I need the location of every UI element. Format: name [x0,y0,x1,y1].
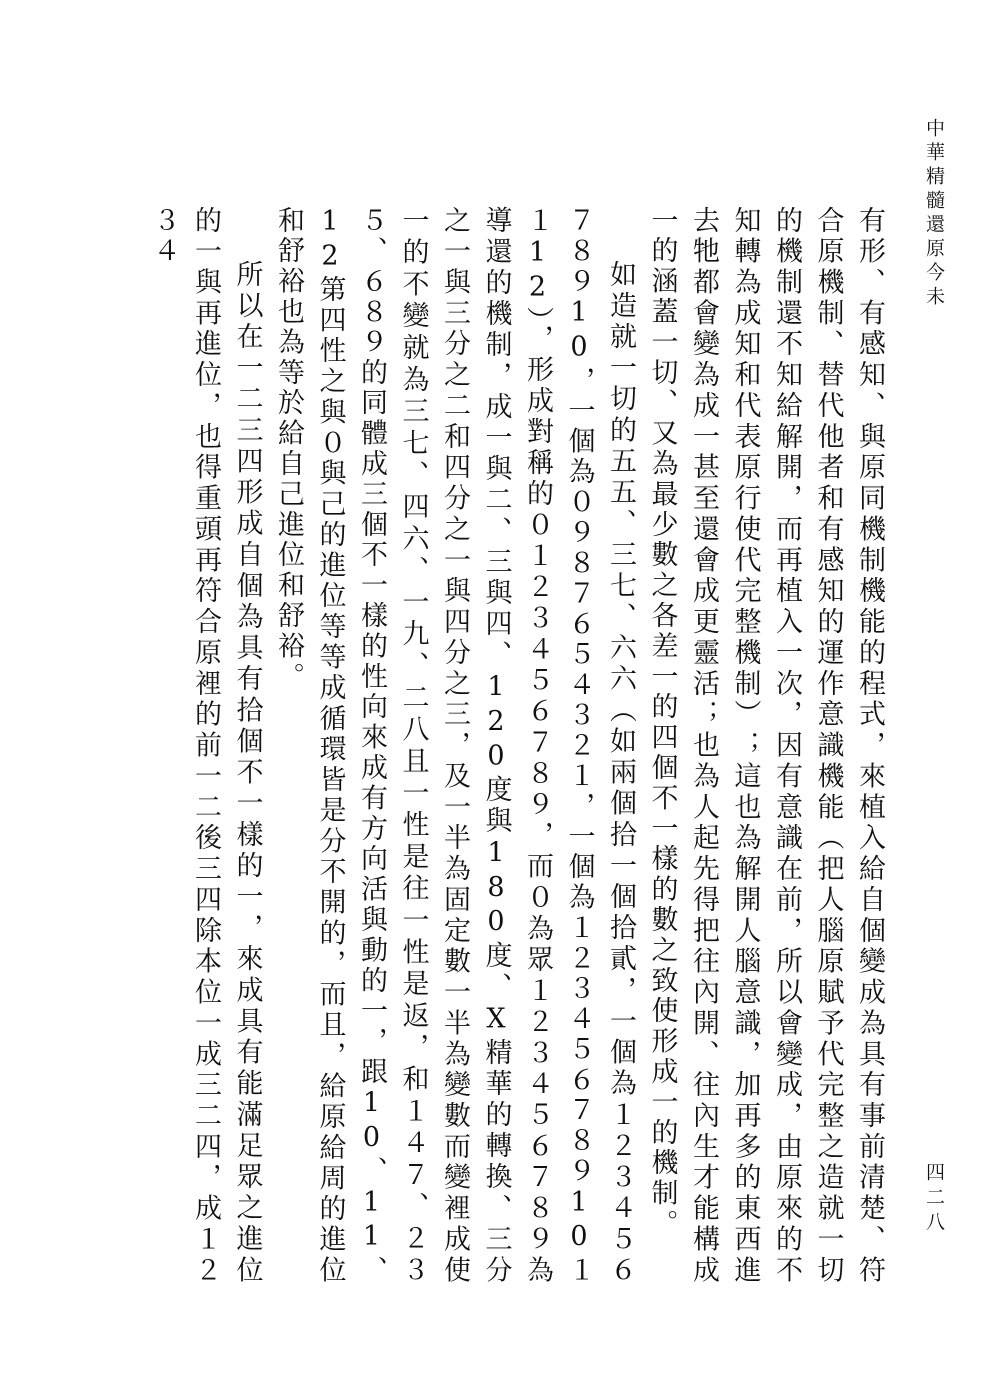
paragraph-2: 如造就一切的五五、三七、六六（如兩個拾一個拾貳，一個為１２３４５６７８９10，一個為０９８７６５４３２１，一個為１２３４５６７８９10１１12），形成對稱的０１２３４５６７８９，而０為眾１２３４５６７８９為導還的機制，成一與二、三與四、120度與180度、X精華的轉換、三分之一與三分之二和四分之一與四分之三，及一半為固定數一半為變數而變裡成使一的不變就為三七、四六、一九、二八且一性是往一性是返，和１４７、２３５、６８９的同體成三個不一樣的性向來成有方向活與動的一，跟10、11、12第四性之與０與己的進位等等成循環皆是分不開的，而且，給原給周的進位和舒裕也為等於給自己進位和舒裕。 [273,206,636,1286]
paragraph-3: 所以在一二三四形成自個為具有拾個不一樣的一，來成具有能滿足眾之進位的一與再進位，也得重頭再符合原裡的前一二後三四除本位一成三二四，成１２３４ [148,206,263,1286]
page-body [128,206,890,1286]
paragraph-1: 有形、有感知、與原同機制機能的程式，來植入給自個變成為具有事前清楚、符合原機制、替代他者和有感知的運作意識機能（把人腦原賦予代完整之造就一切的機制還不知給解開，而再植入一次，因有意識在前，所以會變成，由原來的不知轉為成知和代表原行使代完整機制）；這也為解開人腦意識，加再多的東西進去牠都會變為成一甚至還會成更靈活；也為人起先得把往內開、往內生才能構成一的涵蓋一切、又為最少數之各差一的四個不一樣的數之致使形成一的機制。 [646,206,885,1286]
running-header-book-title: 中華精髓還原今未 [923,118,945,310]
page-number: 四二八 [923,1162,945,1237]
